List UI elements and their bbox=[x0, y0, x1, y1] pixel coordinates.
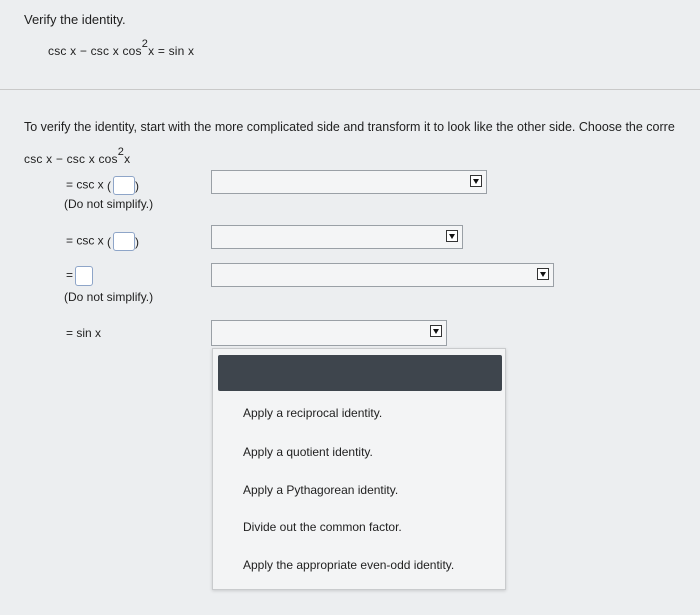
step1-prefix: = csc x bbox=[66, 177, 104, 192]
triangle-down-icon bbox=[446, 230, 458, 242]
identity-equation bbox=[48, 38, 195, 58]
step3-prefix: = bbox=[66, 268, 74, 283]
triangle-down-icon bbox=[537, 268, 549, 280]
step2-reason-select[interactable] bbox=[211, 225, 463, 249]
identity-left-part: csc x − csc x cos bbox=[48, 44, 142, 58]
step4-expression: = sin x bbox=[66, 326, 102, 340]
step3-note: (Do not simplify.) bbox=[64, 290, 154, 304]
step1-note: (Do not simplify.) bbox=[64, 197, 154, 211]
identity-exponent: 2 bbox=[141, 38, 149, 50]
triangle-down-icon bbox=[470, 175, 482, 187]
identity-right-part: x = sin x bbox=[148, 44, 195, 58]
step1-expression: = csc x ( ) bbox=[66, 176, 139, 195]
step3-reason-select[interactable] bbox=[211, 263, 554, 287]
step4-reason-select[interactable] bbox=[211, 320, 447, 346]
step2-answer-box[interactable] bbox=[113, 232, 135, 251]
option-pythagorean-identity[interactable]: Apply a Pythagorean identity. bbox=[243, 483, 399, 497]
option-even-odd-identity[interactable]: Apply the appropriate even-odd identity. bbox=[243, 558, 455, 572]
step1-answer-box[interactable] bbox=[113, 176, 135, 195]
option-quotient-identity[interactable]: Apply a quotient identity. bbox=[243, 445, 373, 459]
instruction-text: To verify the identity, start with the more complicated side and transform it to look like the other side. Choose the corre bbox=[24, 120, 675, 134]
dropdown-highlighted-blank-option[interactable] bbox=[218, 355, 502, 391]
step2-prefix: = csc x bbox=[66, 233, 104, 248]
work-head-part1: csc x − csc x cos bbox=[24, 152, 118, 166]
section-divider bbox=[0, 89, 700, 90]
work-head-part2: x bbox=[124, 152, 131, 166]
step3-answer-box[interactable] bbox=[75, 266, 93, 286]
step3-expression bbox=[66, 266, 93, 286]
option-divide-common-factor[interactable]: Divide out the common factor. bbox=[243, 520, 402, 534]
step2-expression: = csc x ( ) bbox=[66, 232, 139, 251]
reason-dropdown-list bbox=[212, 348, 506, 590]
work-head-exponent: 2 bbox=[117, 146, 125, 158]
work-header-expression bbox=[24, 146, 131, 166]
step1-reason-select[interactable] bbox=[211, 170, 487, 194]
triangle-down-icon bbox=[430, 325, 442, 337]
question-prompt: Verify the identity. bbox=[24, 12, 126, 27]
option-reciprocal-identity[interactable]: Apply a reciprocal identity. bbox=[243, 406, 383, 420]
